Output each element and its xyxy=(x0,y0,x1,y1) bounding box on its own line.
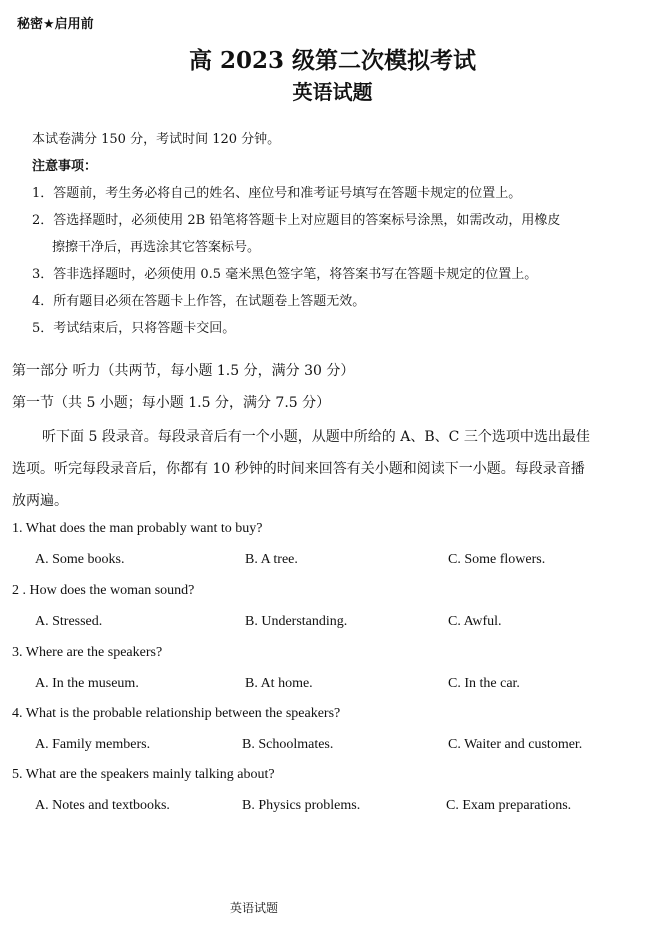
option-c: C. In the car. xyxy=(448,676,520,691)
note-item: 3．答非选择题时，必须使用 0.5 毫米黑色签字笔，将答案书写在答题卡规定的位置上。 xyxy=(32,267,538,282)
option-b: B. A tree. xyxy=(245,552,298,567)
exam-subtitle: 英语试题 xyxy=(292,80,373,104)
note-item: 4．所有题目必须在答题卡上作答，在试题卷上答题无效。 xyxy=(32,294,366,309)
option-a: A. Stressed. xyxy=(35,614,103,629)
note-item: 2．答选择题时，必须使用 2B 铅笔将答题卡上对应题目的答案标号涂黑，如需改动，用橡皮 xyxy=(32,213,561,228)
section-title: 第一节（共 5 小题；每小题 1.5 分，满分 7.5 分） xyxy=(12,395,331,411)
option-c: C. Exam preparations. xyxy=(446,798,572,813)
option-c: C. Waiter and customer. xyxy=(448,737,583,752)
option-b: B. Understanding. xyxy=(245,614,348,629)
note-item: 5．考试结束后，只将答题卡交回。 xyxy=(32,321,236,336)
instruction-line: 放两遍。 xyxy=(12,493,68,509)
part-title: 第一部分 听力（共两节，每小题 1.5 分，满分 30 分） xyxy=(12,363,355,379)
option-a: A. Family members. xyxy=(35,737,151,752)
exam-info: 本试卷满分 150 分，考试时间 120 分钟。 xyxy=(32,132,281,147)
question-text: 5. What are the speakers mainly talking about? xyxy=(12,767,275,782)
question-text: 2 . How does the woman sound? xyxy=(12,583,195,598)
note-item: 1．答题前，考生务必将自己的姓名、座位号和准考证号填写在答题卡规定的位置上。 xyxy=(32,186,522,201)
option-c: C. Some flowers. xyxy=(448,552,546,567)
option-a: A. In the museum. xyxy=(35,676,139,691)
option-b: B. Physics problems. xyxy=(242,798,361,813)
option-c: C. Awful. xyxy=(448,614,502,629)
instruction-line: 听下面 5 段录音。每段录音后有一个小题，从题中所给的 A、B、C 三个选项中选出最佳 xyxy=(42,429,590,445)
option-a: A. Some books. xyxy=(35,552,125,567)
page-footer: 英语试题 xyxy=(230,901,279,915)
instruction-line: 选项。听完每段录音后，你都有 10 秒钟的时间来回答有关小题和阅读下一小题。每段录音播 xyxy=(12,461,585,477)
option-b: B. At home. xyxy=(245,676,313,691)
note-item-continued: 擦擦干净后，再选涂其它答案标号。 xyxy=(52,240,261,255)
exam-title: 高 2023 级第二次模拟考试 xyxy=(188,47,477,74)
question-text: 3. Where are the speakers? xyxy=(12,645,163,660)
option-b: B. Schoolmates. xyxy=(242,737,334,752)
question-text: 1. What does the man probably want to buy? xyxy=(12,521,263,536)
confidential-label: 秘密★启用前 xyxy=(17,17,94,32)
notes-heading: 注意事项： xyxy=(32,159,98,174)
question-text: 4. What is the probable relationship between the speakers? xyxy=(12,706,341,721)
option-a: A. Notes and textbooks. xyxy=(35,798,170,813)
